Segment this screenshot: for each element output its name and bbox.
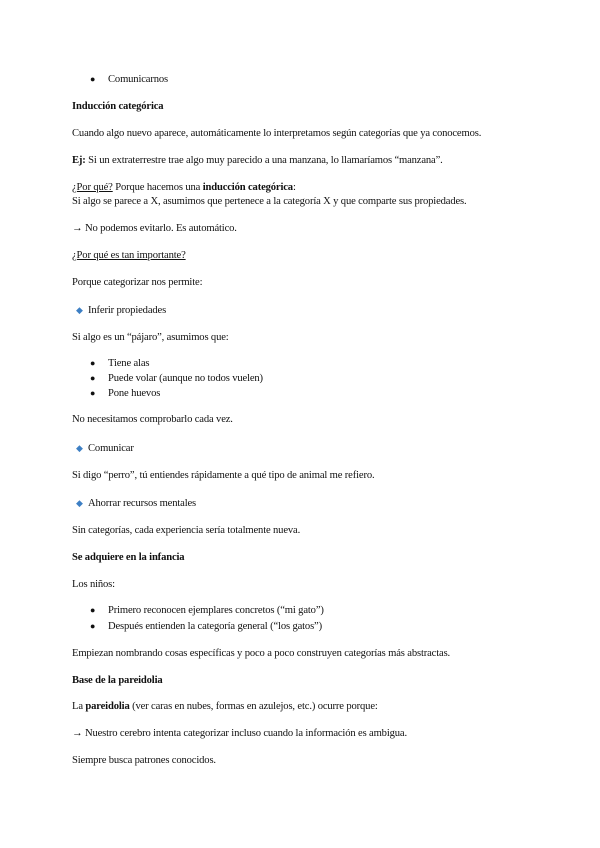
list-item: ● Comunicarnos [90, 74, 168, 85]
paragraph: Cuando algo nuevo aparece, automáticamente lo interpretamos según categorías que ya conocemos. [72, 128, 482, 139]
heading-infancia: Se adquiere en la infancia [72, 552, 185, 563]
diamond-item: ◆ Inferir propiedades [76, 305, 167, 316]
paragraph: Empiezan nombrando cosas específicas y poco a poco construyen categorías más abstractas. [72, 648, 451, 659]
list-item: ● Pone huevos [90, 388, 161, 399]
list-item: ● Después entienden la categoría general (“los gatos”) [90, 621, 322, 632]
paragraph: No necesitamos comprobarlo cada vez. [72, 414, 233, 425]
diamond-icon: ◆ [76, 443, 83, 453]
example-paragraph: Ej: Si un extraterrestre trae algo muy parecido a una manzana, lo llamaríamos “manzana”. [72, 155, 443, 166]
paragraph: Si algo es un “pájaro”, asumimos que: [72, 332, 229, 343]
why-paragraph: ¿Por qué? Porque hacemos una inducción categórica: [72, 182, 296, 193]
arrow-paragraph: → Nuestro cerebro intenta categorizar incluso cuando la información es ambigua. [72, 728, 407, 739]
bullet-icon: ● [90, 373, 96, 383]
question-heading: ¿Por qué es tan importante? [72, 250, 186, 261]
diamond-icon: ◆ [76, 305, 83, 315]
heading-induccion: Inducción categórica [72, 101, 164, 112]
arrow-paragraph: → No podemos evitarlo. Es automático. [72, 223, 237, 234]
bullet-icon: ● [90, 388, 96, 398]
bullet-icon: ● [90, 621, 96, 631]
bullet-icon: ● [90, 358, 96, 368]
paragraph: Porque categorizar nos permite: [72, 277, 203, 288]
list-item: ● Tiene alas [90, 358, 150, 369]
paragraph: Siempre busca patrones conocidos. [72, 755, 216, 766]
bullet-icon: ● [90, 74, 96, 84]
diamond-icon: ◆ [76, 498, 83, 508]
diamond-item: ◆ Ahorrar recursos mentales [76, 498, 197, 509]
list-item: ● Primero reconocen ejemplares concretos (“mi gato”) [90, 605, 324, 616]
heading-pareidolia: Base de la pareidolia [72, 675, 163, 686]
paragraph: Si digo “perro”, tú entiendes rápidamente a qué tipo de animal me refiero. [72, 470, 375, 481]
paragraph: Los niños: [72, 579, 115, 590]
diamond-item: ◆ Comunicar [76, 443, 134, 454]
bullet-icon: ● [90, 605, 96, 615]
why-paragraph-line2: Si algo se parece a X, asumimos que pertenece a la categoría X y que comparte sus propiedades. [72, 196, 467, 207]
list-item: ● Puede volar (aunque no todos vuelen) [90, 373, 263, 384]
pareidolia-paragraph: La pareidolia (ver caras en nubes, formas en azulejos, etc.) ocurre porque: [72, 701, 378, 712]
paragraph: Sin categorías, cada experiencia sería totalmente nueva. [72, 525, 301, 536]
